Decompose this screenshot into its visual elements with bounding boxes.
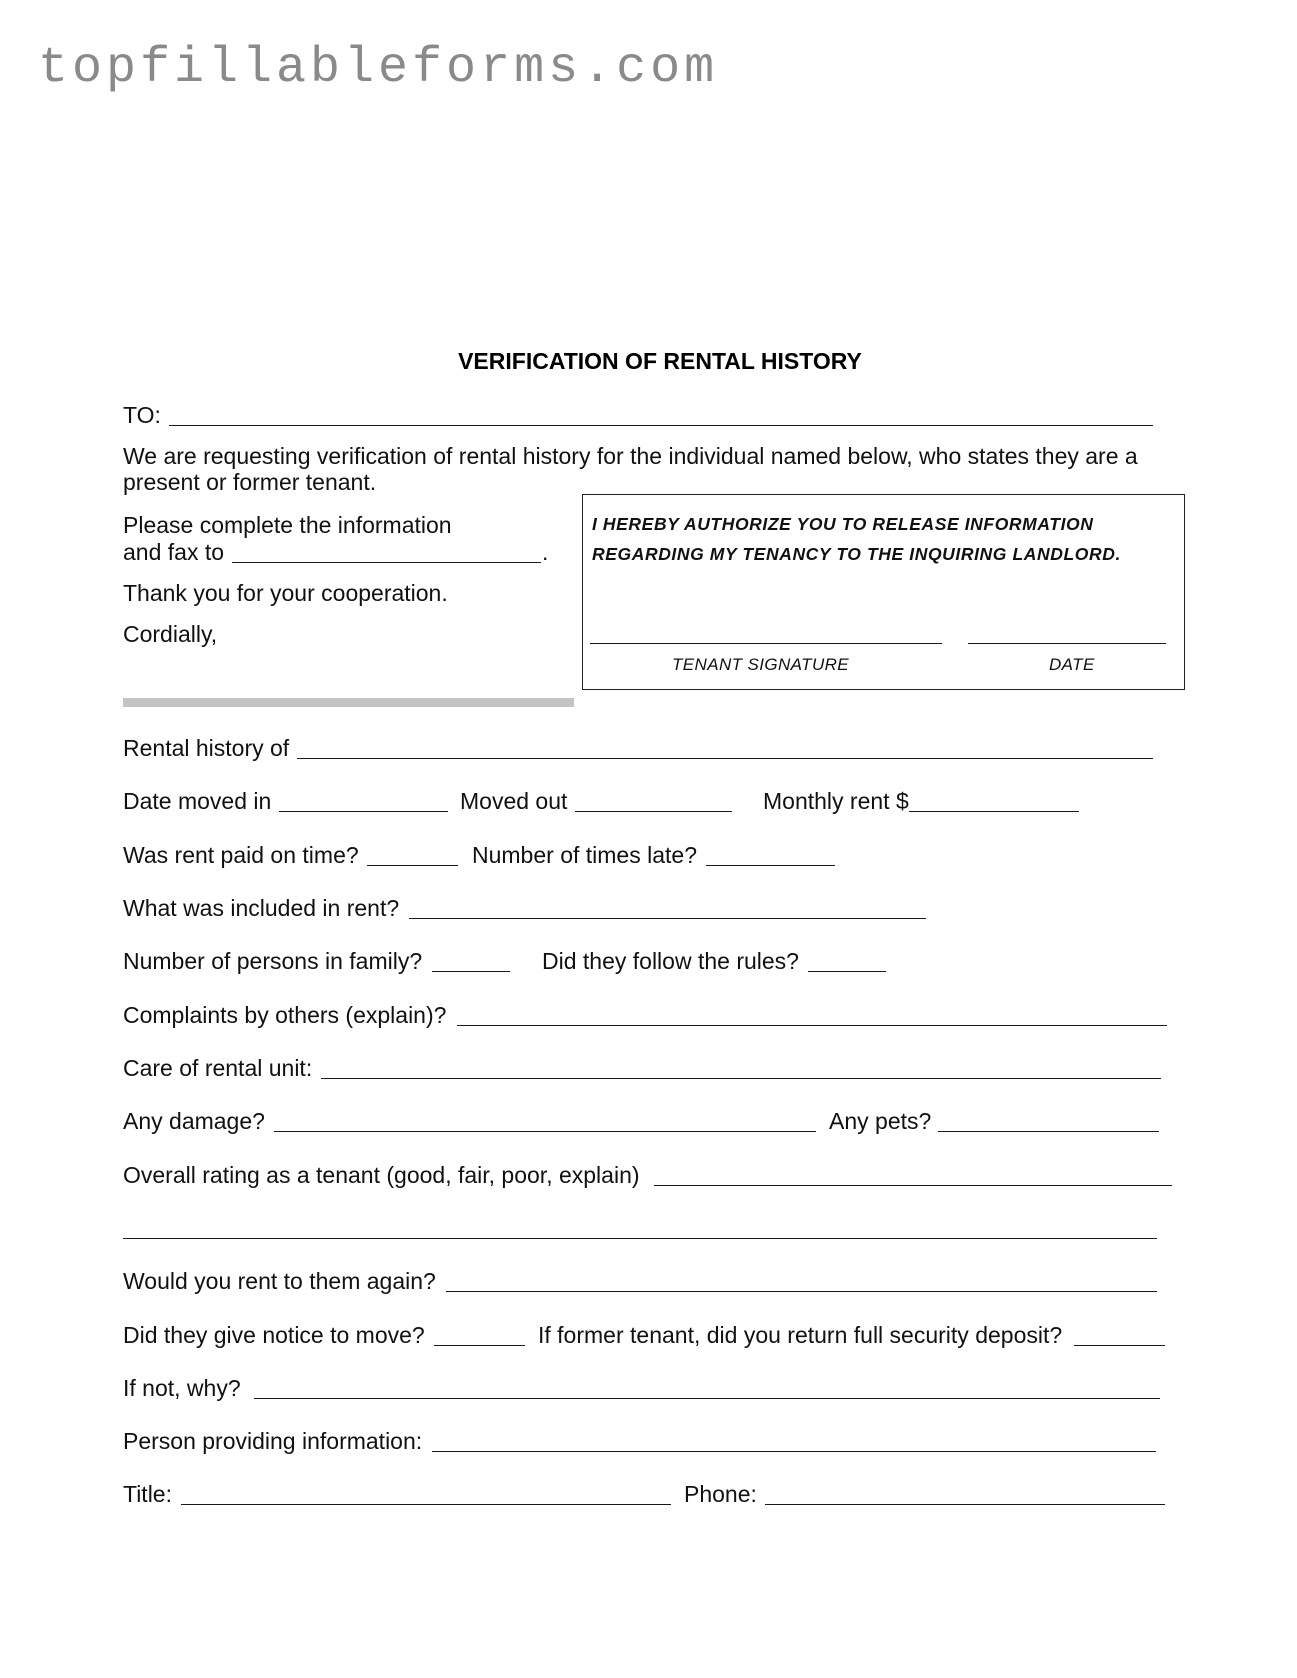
signature-date-field[interactable] <box>968 643 1166 644</box>
authorization-statement <box>592 509 1177 569</box>
times-late-field[interactable] <box>706 865 835 866</box>
included-in-rent-label: What was included in rent? <box>123 895 400 921</box>
authorization-line1: I HEREBY AUTHORIZE YOU TO RELEASE INFORMATION <box>592 514 1094 534</box>
to-label: TO: <box>123 402 161 428</box>
if-not-why-label: If not, why? <box>123 1375 241 1401</box>
care-of-unit-label: Care of rental unit: <box>123 1055 313 1081</box>
tenant-signature-label: TENANT SIGNATURE <box>672 655 850 674</box>
care-of-unit-field[interactable] <box>321 1078 1161 1079</box>
complaints-field[interactable] <box>457 1025 1167 1026</box>
rent-again-label: Would you rent to them again? <box>123 1268 436 1294</box>
fax-instruction-line1: Please complete the information <box>123 512 452 538</box>
person-providing-field[interactable] <box>432 1451 1156 1452</box>
form-title: VERIFICATION OF RENTAL HISTORY <box>458 348 862 374</box>
included-in-rent-field[interactable] <box>409 918 926 919</box>
gave-notice-field[interactable] <box>434 1345 525 1346</box>
any-damage-label: Any damage? <box>123 1108 265 1134</box>
tenant-signature-field[interactable] <box>590 643 942 644</box>
any-damage-field[interactable] <box>274 1131 816 1132</box>
overall-rating-field-continued[interactable] <box>123 1238 1157 1239</box>
phone-field[interactable] <box>765 1504 1165 1505</box>
watermark: topfillableforms.com <box>38 40 719 97</box>
times-late-label: Number of times late? <box>472 842 697 868</box>
authorization-line2: REGARDING MY TENANCY TO THE INQUIRING LANDLORD. <box>592 544 1121 564</box>
authorization-box <box>582 494 1185 690</box>
return-deposit-field[interactable] <box>1074 1345 1165 1346</box>
follow-rules-label: Did they follow the rules? <box>542 948 799 974</box>
thanks-text: Thank you for your cooperation. <box>123 580 448 606</box>
fax-instruction-line2: and fax to <box>123 539 225 565</box>
if-not-why-field[interactable] <box>254 1398 1160 1399</box>
moved-out-field[interactable] <box>575 811 732 812</box>
to-field[interactable] <box>169 425 1153 426</box>
return-deposit-label: If former tenant, did you return full security deposit? <box>538 1322 1063 1348</box>
monthly-rent-label: Monthly rent $ <box>763 788 909 814</box>
person-providing-label: Person providing information: <box>123 1428 423 1454</box>
persons-in-family-field[interactable] <box>432 971 510 972</box>
any-pets-label: Any pets? <box>829 1108 932 1134</box>
gave-notice-label: Did they give notice to move? <box>123 1322 425 1348</box>
rent-on-time-field[interactable] <box>367 865 458 866</box>
closing-text: Cordially, <box>123 621 218 647</box>
follow-rules-field[interactable] <box>808 971 886 972</box>
moved-out-label: Moved out <box>460 788 568 814</box>
title-label: Title: <box>123 1481 172 1507</box>
section-divider <box>123 698 574 707</box>
date-moved-in-field[interactable] <box>279 811 448 812</box>
date-moved-in-label: Date moved in <box>123 788 272 814</box>
fax-number-field[interactable] <box>232 562 541 563</box>
any-pets-field[interactable] <box>938 1131 1159 1132</box>
overall-rating-field[interactable] <box>654 1185 1172 1186</box>
complaints-label: Complaints by others (explain)? <box>123 1002 447 1028</box>
rental-history-of-label: Rental history of <box>123 735 290 761</box>
rent-again-field[interactable] <box>446 1291 1157 1292</box>
monthly-rent-field[interactable] <box>909 811 1079 812</box>
rental-history-of-field[interactable] <box>297 758 1153 759</box>
title-field[interactable] <box>181 1504 671 1505</box>
persons-in-family-label: Number of persons in family? <box>123 948 423 974</box>
date-label: DATE <box>1049 655 1095 674</box>
phone-label: Phone: <box>684 1481 757 1507</box>
intro-text: We are requesting verification of rental history for the individual named below, who states they are a present or former tenant. <box>123 443 1138 495</box>
fax-period: . <box>542 539 549 565</box>
rent-on-time-label: Was rent paid on time? <box>123 842 359 868</box>
overall-rating-label: Overall rating as a tenant (good, fair, poor, explain) <box>123 1162 640 1188</box>
